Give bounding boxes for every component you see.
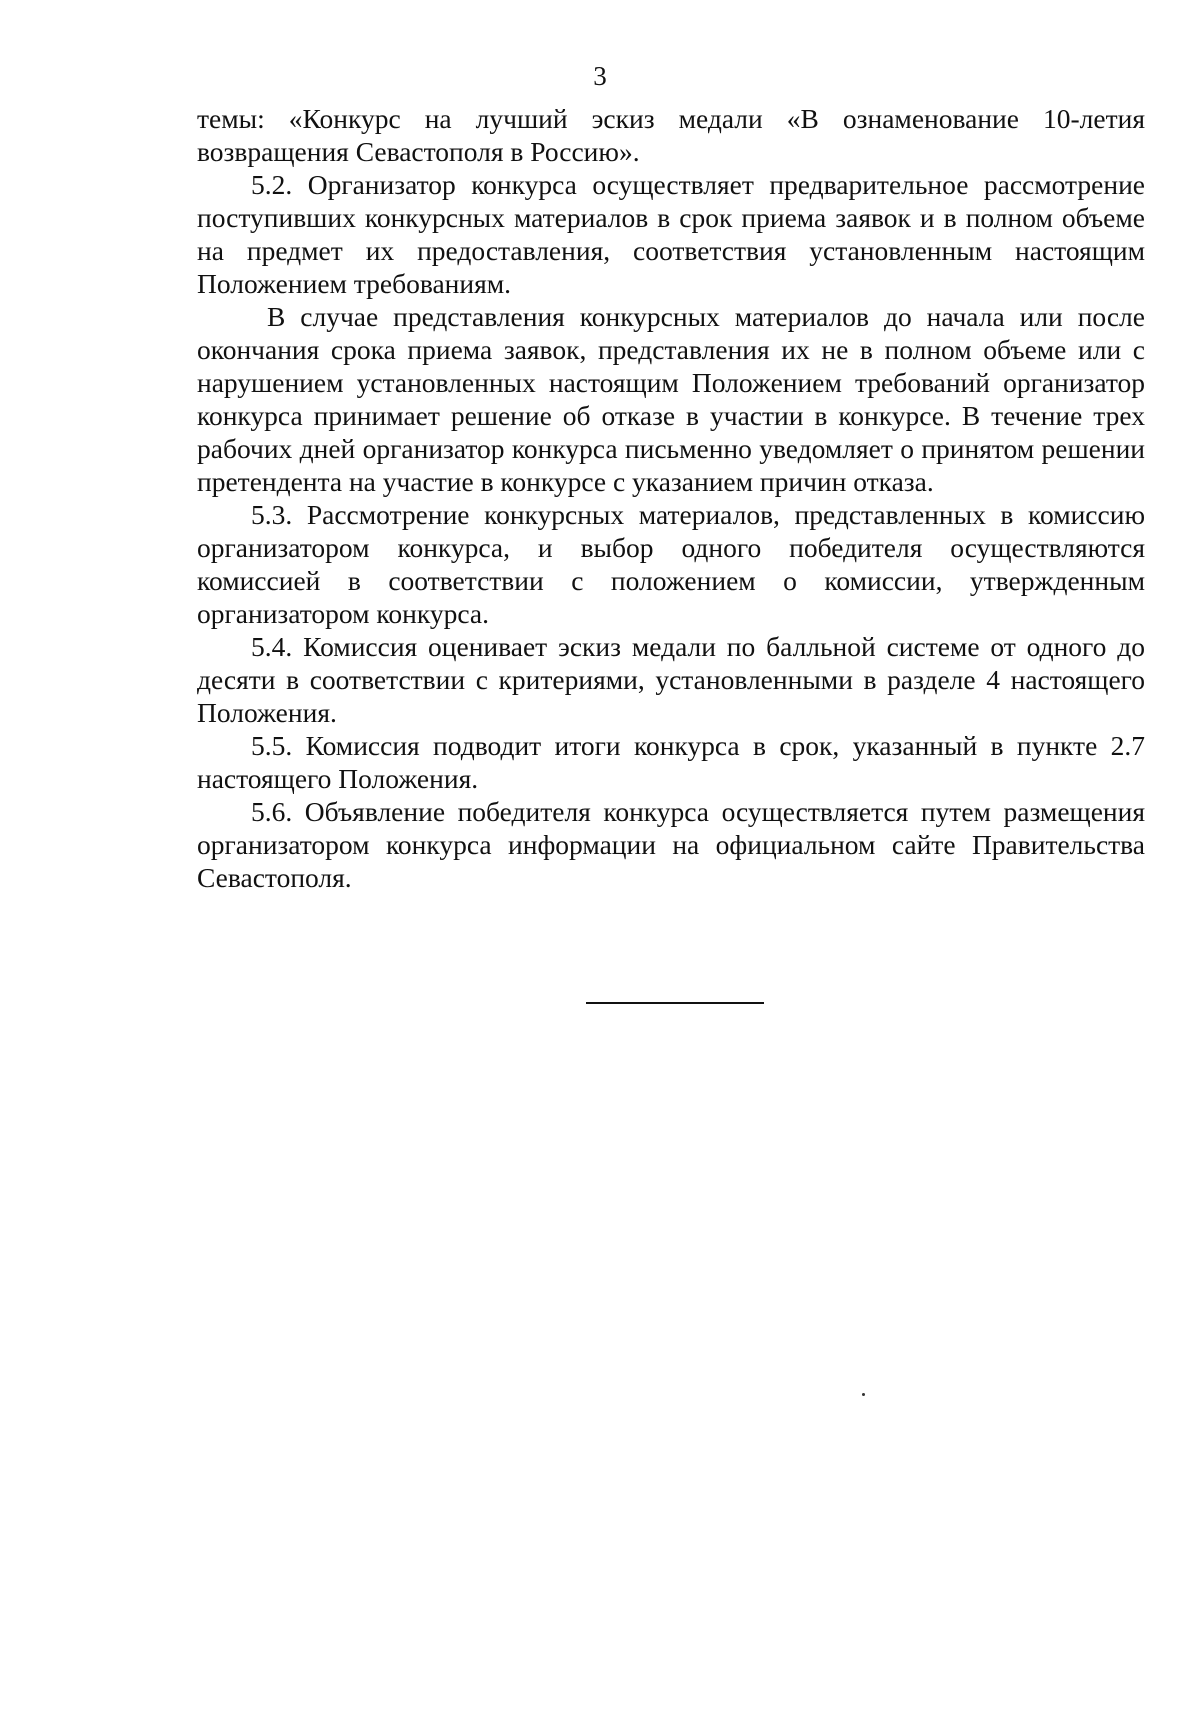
paragraph-clause-5-2: 5.2. Организатор конкурса осуществляет предварительное рассмотрение поступивших конкурсных материалов в срок приема заявок и в полном объеме на предмет их предоставления, соответствия установленным настоящим Положением требованиям. [197,169,1145,299]
paragraph-intro-continuation: темы: «Конкурс на лучший эскиз медали «В ознаменование 10-летия возвращения Севастополя в Россию». [197,103,1145,167]
paragraph-clause-5-5: 5.5. Комиссия подводит итоги конкурса в срок, указанный в пункте 2.7 настоящего Положения. [197,730,1145,794]
paragraph-clause-5-6: 5.6. Объявление победителя конкурса осуществляется путем размещения организатором конкурса информации на официальном сайте Правительства Севастополя. [197,796,1145,893]
scan-speck [862,1393,865,1396]
paragraph-clause-5-3: 5.3. Рассмотрение конкурсных материалов, представленных в комиссию организатором конкурса, и выбор одного победителя осуществляются комиссией в соответствии с положением о комиссии, утвержденным организатором конкурса. [197,499,1145,629]
paragraph-clause-5-4: 5.4. Комиссия оценивает эскиз медали по балльной системе от одного до десяти в соответствии с критериями, установленными в разделе 4 настоящего Положения. [197,631,1145,728]
paragraph-clause-5-2-refusal: В случае представления конкурсных материалов до начала или после окончания срока приема заявок, представления их не в полном объеме или с нарушением установленных настоящим Положением требований организатор конкурса принимает решение об отказе в участии в конкурсе. В течение трех рабочих дней организатор конкурса письменно уведомляет о принятом решении претендента на участие в конкурсе с указанием причин отказа. [197,301,1145,497]
document-body [197,102,1145,894]
page-number: 3 [593,61,607,91]
end-separator-line [586,1002,764,1004]
